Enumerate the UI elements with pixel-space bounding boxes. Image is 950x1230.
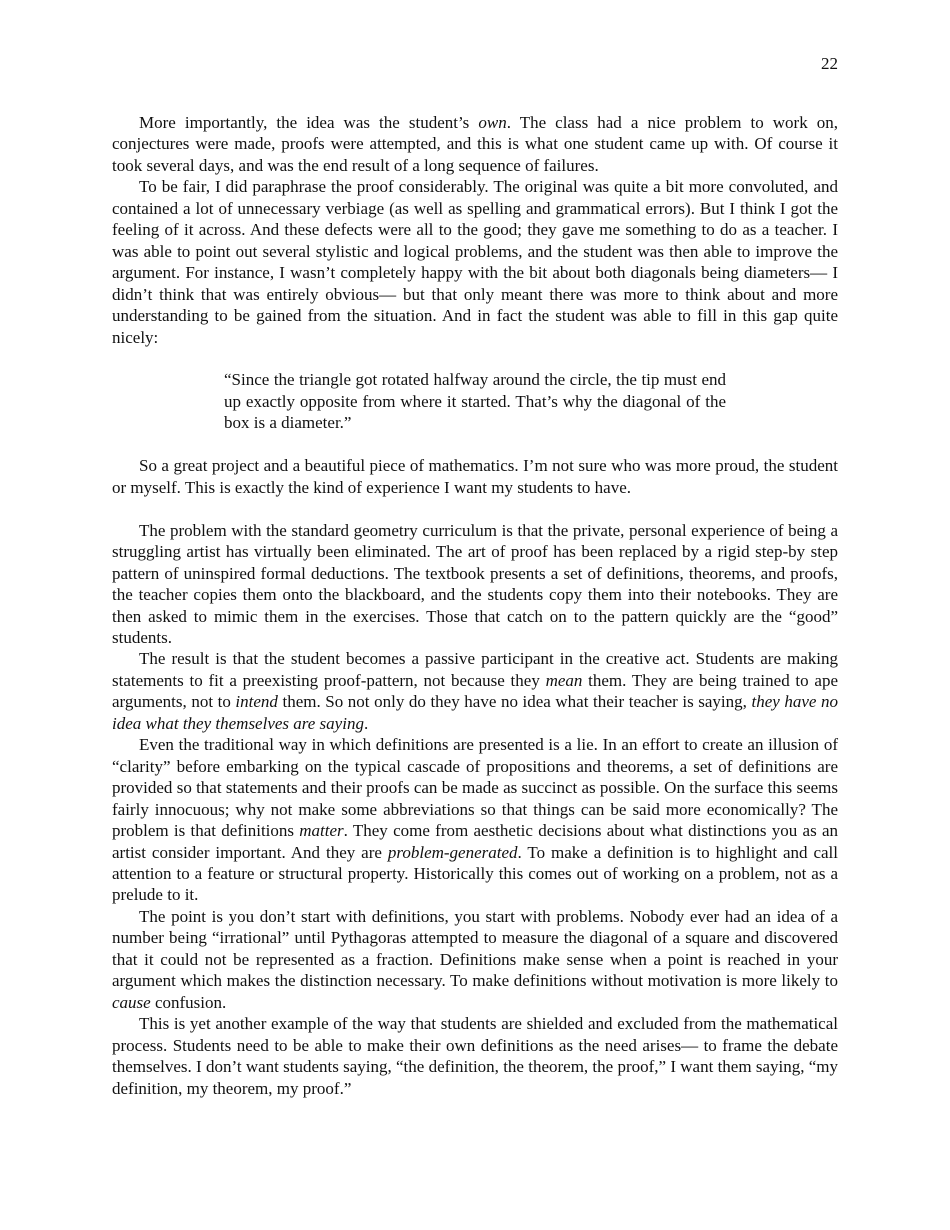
page-number: 22 bbox=[821, 54, 838, 73]
paragraph: The problem with the standard geometry curriculum is that the private, personal experience of being a struggling artist has virtually been eliminated. The art of proof has been replaced by a rigid step-by step pattern of uninspired formal deductions. The textbook presents a set of definitions, theorems, and proofs, the teacher copies them onto the blackboard, and the students copy them into their notebooks. They are then asked to mimic them in the exercises. Those that catch on to the pattern quickly are the “good” students. bbox=[112, 520, 838, 648]
paragraph: The result is that the student becomes a passive participant in the creative act. Students are making statements to fit a preexisting proof-pattern, not because they mean them. They are being trained to ape arguments, not to intend them. So not only do they have no idea what their teacher is saying, they have no idea what they themselves are saying. bbox=[112, 649, 839, 733]
paragraph: The point is you don’t start with definitions, you start with problems. Nobody ever had an idea of a number being “irrational” until Pythagoras attempted to measure the diagonal of a square and discovered that it could not be represented as a fraction. Definitions make sense when a point is reached in your argument which makes the distinction necessary. To make definitions without motivation is more likely to cause confusion. bbox=[112, 906, 838, 1012]
body-text bbox=[112, 112, 838, 1099]
paragraph: More importantly, the idea was the student’s own. The class had a nice problem to work on, conjectures were made, proofs were attempted, and this is what one student came up with. Of course it took several days, and was the end result of a long sequence of failures. bbox=[112, 113, 839, 175]
paragraph: So a great project and a beautiful piece of mathematics. I’m not sure who was more proud, the student or myself. This is exactly the kind of experience I want my students to have. bbox=[112, 456, 838, 497]
paragraph: To be fair, I did paraphrase the proof considerably. The original was quite a bit more convoluted, and contained a lot of unnecessary verbiage (as well as spelling and grammatical errors). But I think I got the feeling of it across. And these defects were all to the good; they gave me something to do as a teacher. I was able to point out several stylistic and logical problems, and the student was then able to improve the argument. For instance, I wasn’t completely happy with the bit about both diagonals being diameters— I didn’t think that was entirely obvious— but that only meant there was more to think about and more understanding to be gained from the situation. And in fact the student was able to fill in this gap quite nicely: bbox=[112, 177, 838, 347]
paragraph: Even the traditional way in which definitions are presented is a lie. In an effort to create an illusion of “clarity” before embarking on the typical cascade of propositions and theorems, a set of definitions are provided so that statements and their proofs can be made as succinct as possible. On the surface this seems fairly innocuous; why not make some abbreviations so that things can be said more economically? The problem is that definitions matter. They come from aesthetic decisions about what distinctions you as an artist consider important. And they are problem-generated. To make a definition is to highlight and call attention to a feature or structural property. Historically this comes out of working on a problem, not as a prelude to it. bbox=[112, 735, 839, 905]
block-quote: “Since the triangle got rotated halfway around the circle, the tip must end up exactly opposite from where it started. That’s why the diagonal of the box is a diameter.” bbox=[224, 370, 726, 433]
section-break bbox=[112, 498, 838, 520]
paragraph: This is yet another example of the way that students are shielded and excluded from the mathematical process. Students need to be able to make their own definitions as the need arises— to frame the debate themselves. I don’t want students saying, “the definition, the theorem, the proof,” I want them saying, “my definition, my theorem, my proof.” bbox=[112, 1014, 838, 1098]
